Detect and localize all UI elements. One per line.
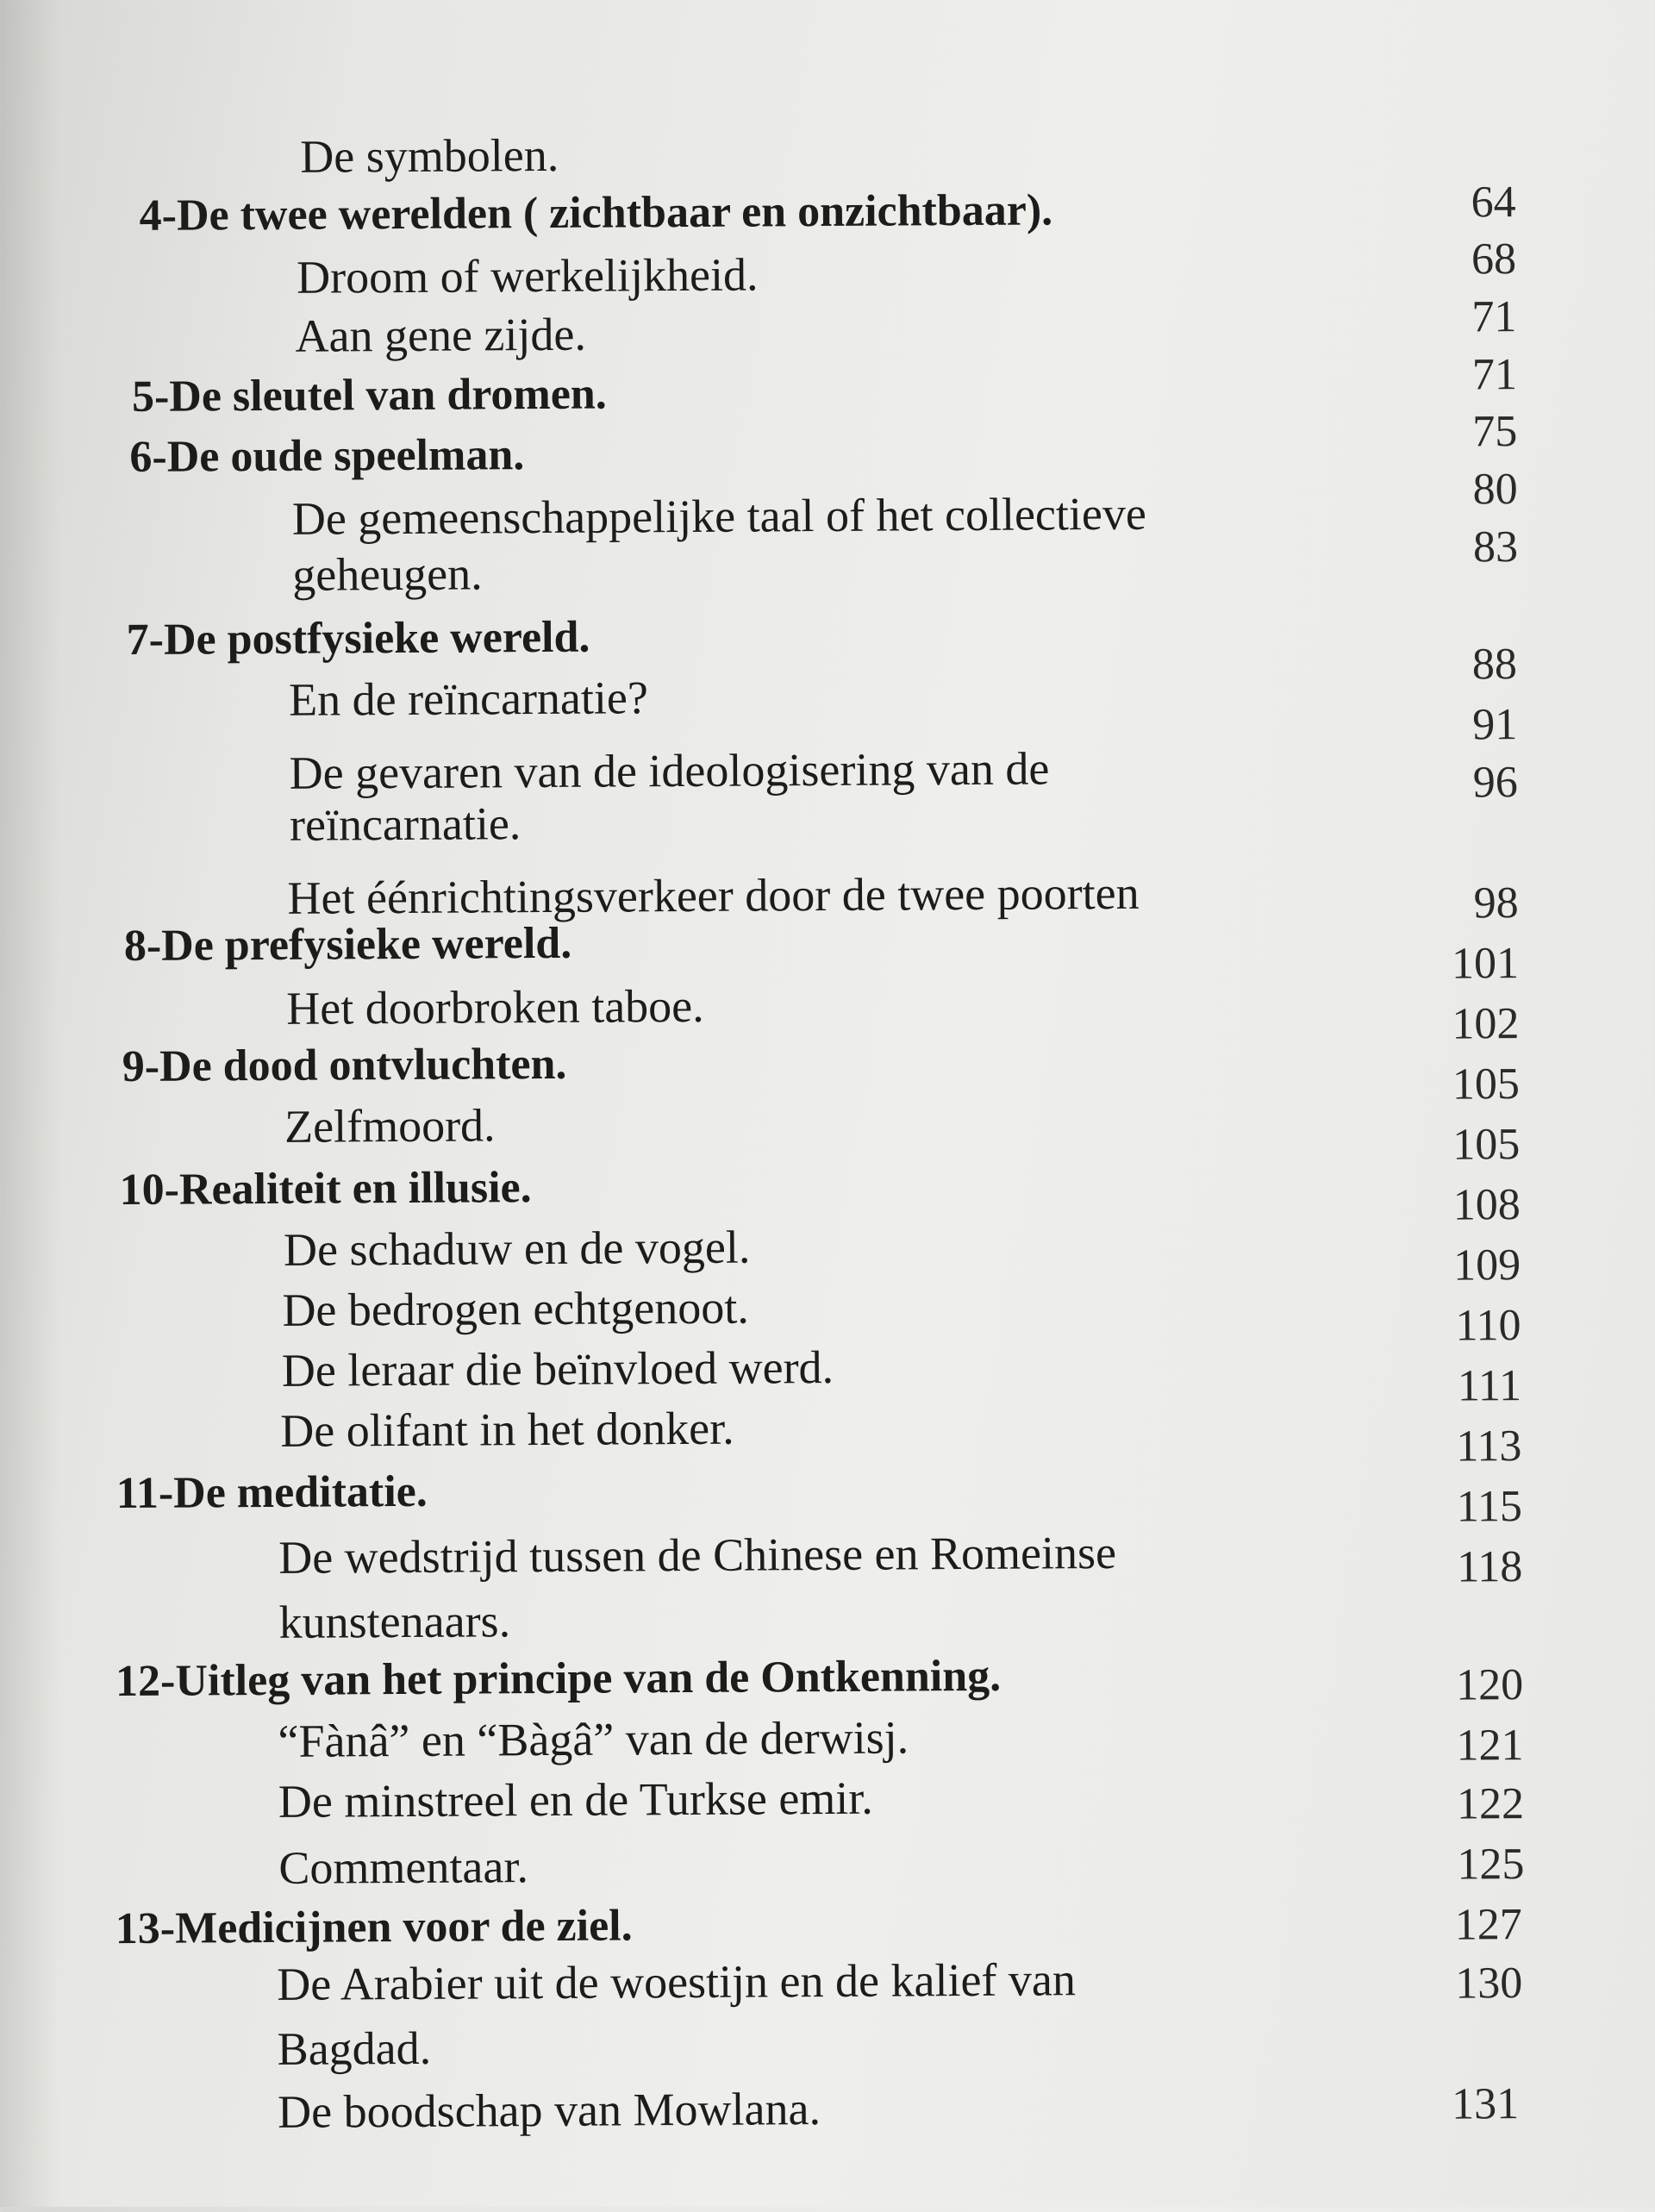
page-number: 91	[1472, 700, 1518, 750]
page-number: 101	[1451, 939, 1520, 989]
page-number: 80	[1472, 465, 1518, 515]
page-number: 121	[1456, 1721, 1524, 1771]
toc-entry: “Fànâ” en “Bàgâ” van de derwisj.	[278, 1711, 909, 1767]
toc-chapter: 4-De twee werelden ( zichtbaar en onzichtbaar).	[139, 185, 1053, 241]
page-number: 120	[1455, 1660, 1524, 1710]
toc-chapter: 9-De dood ontvluchten.	[122, 1039, 567, 1091]
toc-chapter: 7-De postfysieke wereld.	[126, 612, 590, 665]
page-number: 96	[1472, 758, 1518, 808]
page-number: 115	[1456, 1482, 1523, 1532]
page-number: 113	[1456, 1422, 1522, 1472]
toc-entry: De symbolen.	[300, 128, 559, 183]
toc-entry: Aan gene zijde.	[295, 308, 587, 362]
toc-entry: Droom of werkelijkheid.	[296, 248, 759, 303]
toc-chapter: 10-Realiteit en illusie.	[119, 1163, 532, 1215]
toc-entry: De gevaren van de ideologisering van de	[289, 742, 1050, 799]
page-number: 111	[1457, 1361, 1522, 1411]
page-number: 102	[1452, 999, 1520, 1049]
toc-entry: De leraar die beïnvloed werd.	[281, 1340, 834, 1397]
page-number: 127	[1454, 1900, 1523, 1950]
toc-chapter: 5-De sleutel van dromen.	[131, 369, 607, 422]
toc-entry: reïncarnatie.	[289, 797, 521, 851]
toc-entry: En de reïncarnatie?	[288, 672, 649, 726]
page-number: 131	[1451, 2079, 1520, 2129]
page-number: 71	[1471, 292, 1517, 342]
toc-entry: Commentaar.	[278, 1840, 529, 1894]
toc-entry: De boodschap van Mowlana.	[277, 2083, 821, 2138]
toc-entry: Het doorbroken taboe.	[286, 979, 704, 1034]
page-number: 108	[1452, 1180, 1521, 1230]
toc-entry: De olifant in het donker.	[280, 1402, 734, 1457]
toc-chapter: 13-Medicijnen voor de ziel.	[115, 1901, 633, 1954]
page-number: 64	[1471, 178, 1516, 228]
page-number: 71	[1471, 350, 1518, 400]
page-number: 88	[1471, 640, 1518, 690]
page-number: 83	[1472, 522, 1519, 572]
toc-entry: De bedrogen echtgenoot.	[282, 1281, 749, 1336]
toc-entry: kunstenaars.	[278, 1595, 511, 1648]
page-number: 68	[1471, 234, 1517, 284]
toc-entry: De wedstrijd tussen de Chinese en Romeinse	[278, 1526, 1117, 1584]
toc-entry: De gemeenschappelijke taal of het collectieve	[291, 487, 1147, 545]
toc-chapter: 6-De oude speelman.	[129, 430, 525, 482]
page-number: 105	[1452, 1059, 1521, 1109]
page-number: 105	[1452, 1120, 1521, 1170]
page-number: 109	[1452, 1240, 1521, 1290]
toc-chapter: 12-Uitleg van het principe van de Ontkenning.	[115, 1651, 1002, 1707]
page-number: 130	[1455, 1959, 1523, 2009]
page-number: 98	[1473, 878, 1519, 928]
page-number: 75	[1472, 407, 1518, 457]
toc-chapter: 8-De prefysieke wereld.	[123, 918, 572, 971]
toc-entry: De Arabier uit de woestijn en de kalief van	[277, 1953, 1077, 2010]
page-number: 122	[1456, 1779, 1525, 1829]
page-number: 118	[1457, 1542, 1523, 1592]
toc-chapter: 11-De meditatie.	[116, 1466, 428, 1519]
toc-entry: Zelfmoord.	[284, 1099, 496, 1153]
toc-entry: geheugen.	[292, 547, 483, 601]
page-number: 125	[1457, 1840, 1525, 1890]
toc-entry: De schaduw en de vogel.	[283, 1221, 751, 1276]
toc-entry: Het éénrichtingsverkeer door de twee poorten	[287, 866, 1140, 924]
toc-entry: Bagdad.	[277, 2021, 432, 2075]
toc-entry: De minstreel en de Turkse emir.	[278, 1771, 874, 1828]
page-number: 110	[1455, 1301, 1521, 1351]
